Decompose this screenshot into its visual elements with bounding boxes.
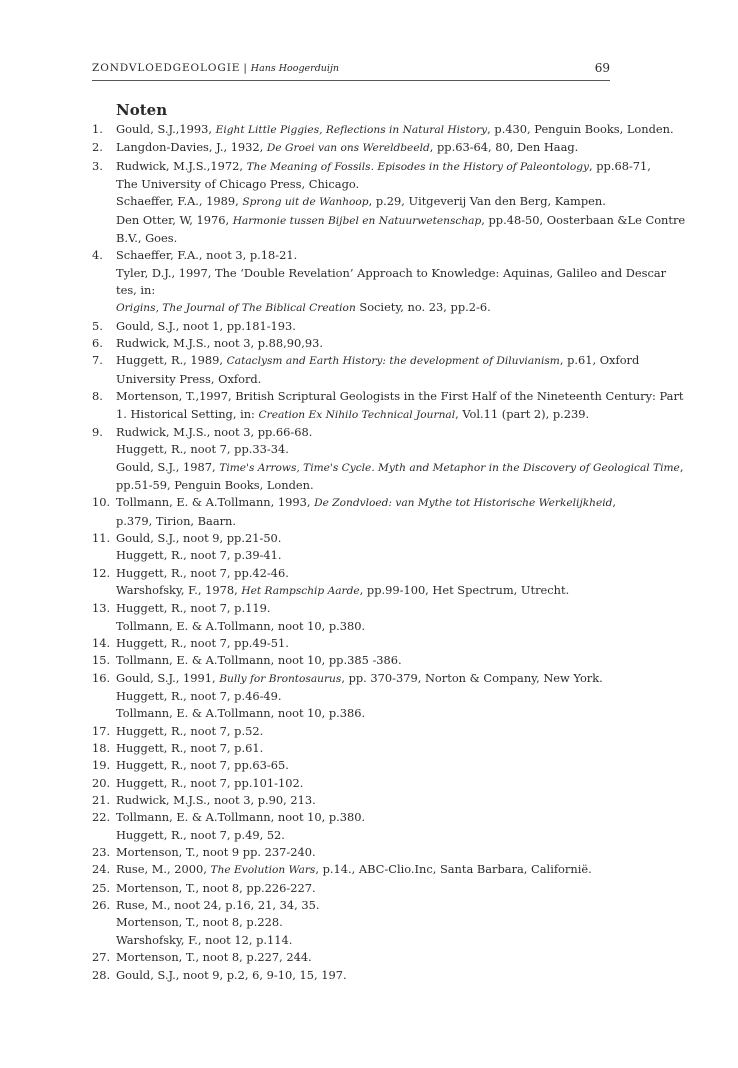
note-line [116, 880, 612, 897]
text-segment: Gould, S.J., noot 9, pp.21-50. [116, 530, 282, 545]
italic-title: The Evolution Wars [210, 864, 316, 877]
text-segment: Mortenson, T., noot 8, p.227, 244. [116, 950, 312, 965]
text-segment: Huggett, R., noot 7, p.119. [116, 601, 271, 616]
note-line [116, 670, 612, 688]
text-segment: Huggett, R., noot 7, p.61. [116, 741, 264, 756]
note-number: 26. [92, 898, 111, 913]
text-segment: 1. Historical Setting, in: [116, 406, 259, 421]
note-line [116, 914, 612, 931]
text-segment: Tollmann, E. & A.Tollmann, 1993, [116, 495, 315, 510]
note-line [116, 897, 612, 914]
italic-title: De Zondvloed: van Mythe tot Historische Werkelijkheid [314, 497, 613, 510]
note-line [116, 582, 612, 600]
note-text [116, 121, 674, 139]
text-segment: Tollmann, E. & A.Tollmann, noot 10, p.380. [116, 618, 366, 633]
note-line [116, 441, 683, 458]
note-line [116, 282, 666, 299]
note-text [116, 352, 639, 388]
book-title: ZONDVLOEDGEOLOGIE [92, 62, 241, 74]
note-item [92, 723, 612, 740]
text-segment: , pp.68-71, [589, 158, 651, 173]
note-line [116, 230, 685, 247]
note-line [116, 318, 612, 335]
note-item [92, 740, 612, 757]
note-line [116, 176, 685, 193]
text-segment: Rudwick, M.J.S., noot 3, p.88,90,93. [116, 336, 323, 351]
text-segment: Gould, S.J., noot 9, p.2, 6, 9-10, 15, 197. [116, 967, 347, 982]
text-segment: Mortenson, T.,1997, British Scriptural Geologists in the First Half of the Nineteenth Century: Part [116, 389, 684, 404]
note-number: 21. [92, 793, 111, 808]
note-text [116, 530, 612, 565]
note-line [116, 265, 666, 282]
text-segment: Mortenson, T., noot 9 pp. 237-240. [116, 845, 316, 860]
italic-title: Sprong uit de Wanhoop [242, 196, 369, 209]
text-segment: , pp.99-100, Het Spectrum, Utrecht. [359, 582, 570, 597]
text-segment: , pp.63-64, 80, Den Haag. [429, 140, 579, 155]
note-line [116, 792, 612, 809]
note-number: 7. [92, 353, 103, 368]
text-segment: Huggett, R., noot 7, p.52. [116, 723, 264, 738]
note-item [92, 565, 612, 601]
note-number: 28. [92, 967, 111, 982]
note-line [116, 652, 612, 669]
note-number: 12. [92, 565, 111, 580]
note-text [116, 158, 685, 248]
note-number: 3. [92, 158, 103, 173]
note-number: 13. [92, 601, 111, 616]
note-text [116, 635, 612, 652]
note-line [116, 565, 612, 582]
note-text [116, 757, 612, 774]
note-line [116, 352, 639, 370]
note-number: 17. [92, 723, 111, 738]
text-segment: , [612, 495, 617, 510]
text-segment: Mortenson, T., noot 8, p.228. [116, 915, 283, 930]
note-item [92, 352, 640, 388]
note-line [116, 139, 612, 157]
note-line [116, 932, 612, 949]
italic-title: The Meaning of Fossils. Episodes in the History of Paleontology [246, 160, 589, 173]
note-text [116, 652, 612, 669]
note-number: 2. [92, 140, 103, 155]
note-line [116, 600, 612, 617]
note-line [116, 406, 683, 424]
italic-title: De Groei van ons Wereldbeeld [266, 142, 430, 155]
text-segment: Tollmann, E. & A.Tollmann, noot 10, pp.385 -386. [116, 653, 402, 668]
note-text [116, 897, 612, 949]
note-text [116, 809, 612, 844]
text-segment: Society, no. 23, pp.2-6. [355, 300, 491, 315]
note-number: 11. [92, 530, 111, 545]
note-number: 23. [92, 845, 111, 860]
note-number: 8. [92, 389, 103, 404]
text-segment: Tollmann, E. & A.Tollmann, noot 10, p.386. [116, 706, 366, 721]
text-segment: B.V., Goes. [116, 231, 178, 246]
italic-title: Time's Arrows, Time's Cycle. Myth and Metaphor in the Discovery of Geological Time [219, 461, 680, 474]
note-line [116, 967, 612, 984]
text-segment: Tollmann, E. & A.Tollmann, noot 10, p.380. [116, 810, 366, 825]
note-item [92, 158, 686, 248]
note-text [116, 139, 612, 157]
note-text [116, 792, 612, 809]
notes-list [92, 121, 686, 984]
running-title [92, 62, 339, 74]
note-line [116, 371, 639, 388]
note-line [116, 494, 616, 512]
text-segment: Rudwick, M.J.S., noot 3, p.90, 213. [116, 793, 316, 808]
note-number: 25. [92, 880, 111, 895]
note-number: 16. [92, 670, 111, 685]
text-segment: Huggett, R., noot 7, p.46-49. [116, 689, 282, 703]
note-text [116, 318, 612, 335]
italic-title: Het Rampschip Aarde [241, 584, 360, 597]
note-number: 22. [92, 810, 111, 825]
note-item [92, 792, 612, 809]
note-text [116, 600, 612, 635]
note-line [116, 861, 612, 879]
note-line [116, 424, 683, 441]
text-segment: Schaeffer, F.A., noot 3, p.18-21. [116, 248, 298, 263]
notes-heading: Noten [116, 101, 168, 119]
note-number: 27. [92, 950, 111, 965]
text-segment: Huggett, R., noot 7, pp.33-34. [116, 442, 289, 457]
note-item [92, 600, 612, 635]
italic-title: Bully for Brontosaurus [219, 672, 342, 685]
note-item [92, 530, 612, 565]
italic-title: Eight Little Piggies, Reflections in Natural History [215, 124, 488, 136]
text-segment: Huggett, R., noot 7, pp.63-65. [116, 758, 289, 773]
note-number: 14. [92, 635, 111, 650]
note-text [116, 949, 612, 966]
note-text [116, 335, 612, 352]
note-item [92, 139, 612, 157]
note-item [92, 121, 674, 139]
text-segment: pp.51-59, Penguin Books, Londen. [116, 477, 314, 492]
running-header [92, 60, 610, 81]
text-segment: University Press, Oxford. [116, 371, 262, 386]
note-line [116, 547, 612, 564]
text-segment: , p.29, Uitgeverij Van den Berg, Kampen. [368, 194, 606, 209]
note-number: 18. [92, 741, 111, 756]
note-item [92, 635, 612, 652]
text-segment: Gould, S.J., 1987, [116, 459, 220, 474]
text-segment: , pp. 370-379, Norton & Company, New York. [341, 670, 603, 685]
note-item [92, 897, 612, 949]
note-item [92, 775, 612, 792]
note-number: 1. [92, 122, 103, 136]
text-segment: Huggett, R., noot 7, p.39-41. [116, 548, 282, 563]
title-separator: | [243, 62, 248, 74]
note-line [116, 459, 683, 477]
note-text [116, 565, 612, 601]
italic-title: Cataclysm and Earth History: the development of Diluvianism [226, 355, 560, 368]
note-item [92, 494, 617, 530]
italic-title: Harmonie tussen Bijbel en Natuurwetenschap [232, 214, 482, 227]
text-segment: tes, in: [116, 283, 156, 298]
note-number: 4. [92, 248, 103, 263]
text-segment: Gould, S.J., 1991, [116, 670, 220, 685]
note-item [92, 967, 612, 984]
text-segment: Ruse, M., noot 24, p.16, 21, 34, 35. [116, 898, 320, 913]
text-segment: , pp.48-50, Oosterbaan &Le Contre [481, 212, 686, 227]
note-line [116, 158, 685, 176]
note-line [116, 513, 616, 530]
text-segment: Rudwick, M.J.S., noot 3, pp.66-68. [116, 424, 313, 439]
text-segment: Tyler, D.J., 1997, The ‘Double Revelation’ Approach to Knowledge: Aquinas, Galileo and Descar [116, 265, 667, 280]
note-item [92, 949, 612, 966]
note-line [116, 477, 683, 494]
note-text [116, 861, 612, 879]
text-segment: The University of Chicago Press, Chicago. [116, 177, 360, 192]
note-line [116, 827, 612, 844]
text-segment: Schaeffer, F.A., 1989, [116, 194, 243, 209]
note-number: 19. [92, 758, 111, 773]
note-line [116, 705, 612, 722]
note-item [92, 424, 684, 494]
note-number: 24. [92, 862, 111, 877]
note-item [92, 880, 612, 897]
text-segment: Rudwick, M.J.S.,1972, [116, 158, 247, 173]
note-text [116, 740, 612, 757]
note-text [116, 880, 612, 897]
text-segment: Langdon-Davies, J., 1932, [116, 140, 267, 155]
note-line [116, 530, 612, 547]
note-line [116, 388, 683, 405]
note-line [116, 844, 612, 861]
text-segment: , p.61, Oxford [559, 353, 640, 368]
note-item [92, 652, 612, 669]
text-segment: Ruse, M., 2000, [116, 862, 211, 877]
text-segment: Huggett, R., noot 7, pp.101-102. [116, 775, 304, 790]
text-segment: Huggett, R., noot 7, p.49, 52. [116, 827, 285, 842]
text-segment: Huggett, R., noot 7, pp.42-46. [116, 565, 289, 580]
text-segment: , p.14., ABC-Clio.Inc, Santa Barbara, Californië. [315, 862, 592, 877]
note-line [116, 723, 612, 740]
text-segment: Huggett, R., noot 7, pp.49-51. [116, 635, 289, 650]
note-item [92, 844, 612, 861]
note-number: 15. [92, 653, 111, 668]
note-item [92, 809, 612, 844]
note-line [116, 193, 685, 211]
note-text [116, 775, 612, 792]
note-item [92, 670, 612, 723]
note-text [116, 723, 612, 740]
note-number: 20. [92, 775, 111, 790]
page-number: 69 [594, 61, 610, 75]
note-line [116, 121, 674, 139]
note-line [116, 635, 612, 652]
note-item [92, 757, 612, 774]
author-name: Hans Hoogerduijn [250, 63, 340, 74]
note-number: 6. [92, 336, 103, 351]
text-segment: , Vol.11 (part 2), p.239. [455, 406, 590, 421]
note-text [116, 247, 666, 317]
text-segment: p.379, Tirion, Baarn. [116, 513, 237, 528]
note-number: 5. [92, 318, 103, 333]
note-line [116, 335, 612, 352]
note-line [116, 688, 612, 705]
text-segment: Warshofsky, F., noot 12, p.114. [116, 932, 293, 947]
text-segment: Warshofsky, F., 1978, [116, 582, 242, 597]
text-segment: , [679, 459, 684, 474]
note-line [116, 775, 612, 792]
note-text [116, 844, 612, 861]
italic-title: Origins, The Journal of The Biblical Creation [116, 302, 356, 315]
note-item [92, 861, 612, 879]
italic-title: Creation Ex Nihilo Technical Journal [258, 408, 456, 421]
note-line [116, 809, 612, 826]
note-text [116, 388, 683, 424]
note-item [92, 318, 612, 335]
text-segment: Gould, S.J.,1993, [116, 122, 216, 136]
note-item [92, 388, 684, 424]
note-text [116, 670, 612, 723]
note-line [116, 949, 612, 966]
note-line [116, 618, 612, 635]
text-segment: Gould, S.J., noot 1, pp.181-193. [116, 318, 296, 333]
note-item [92, 247, 667, 317]
note-number: 10. [92, 495, 111, 510]
note-text [116, 967, 612, 984]
note-number: 9. [92, 424, 103, 439]
note-text [116, 494, 616, 530]
note-line [116, 757, 612, 774]
note-line [116, 247, 666, 264]
text-segment: Den Otter, W, 1976, [116, 212, 233, 227]
note-text [116, 424, 683, 494]
note-line [116, 740, 612, 757]
text-segment: Huggett, R., 1989, [116, 353, 227, 368]
text-segment: , p.430, Penguin Books, Londen. [487, 122, 674, 136]
note-line [116, 299, 666, 317]
note-item [92, 335, 612, 352]
text-segment: Mortenson, T., noot 8, pp.226-227. [116, 880, 316, 895]
note-line [116, 212, 685, 230]
